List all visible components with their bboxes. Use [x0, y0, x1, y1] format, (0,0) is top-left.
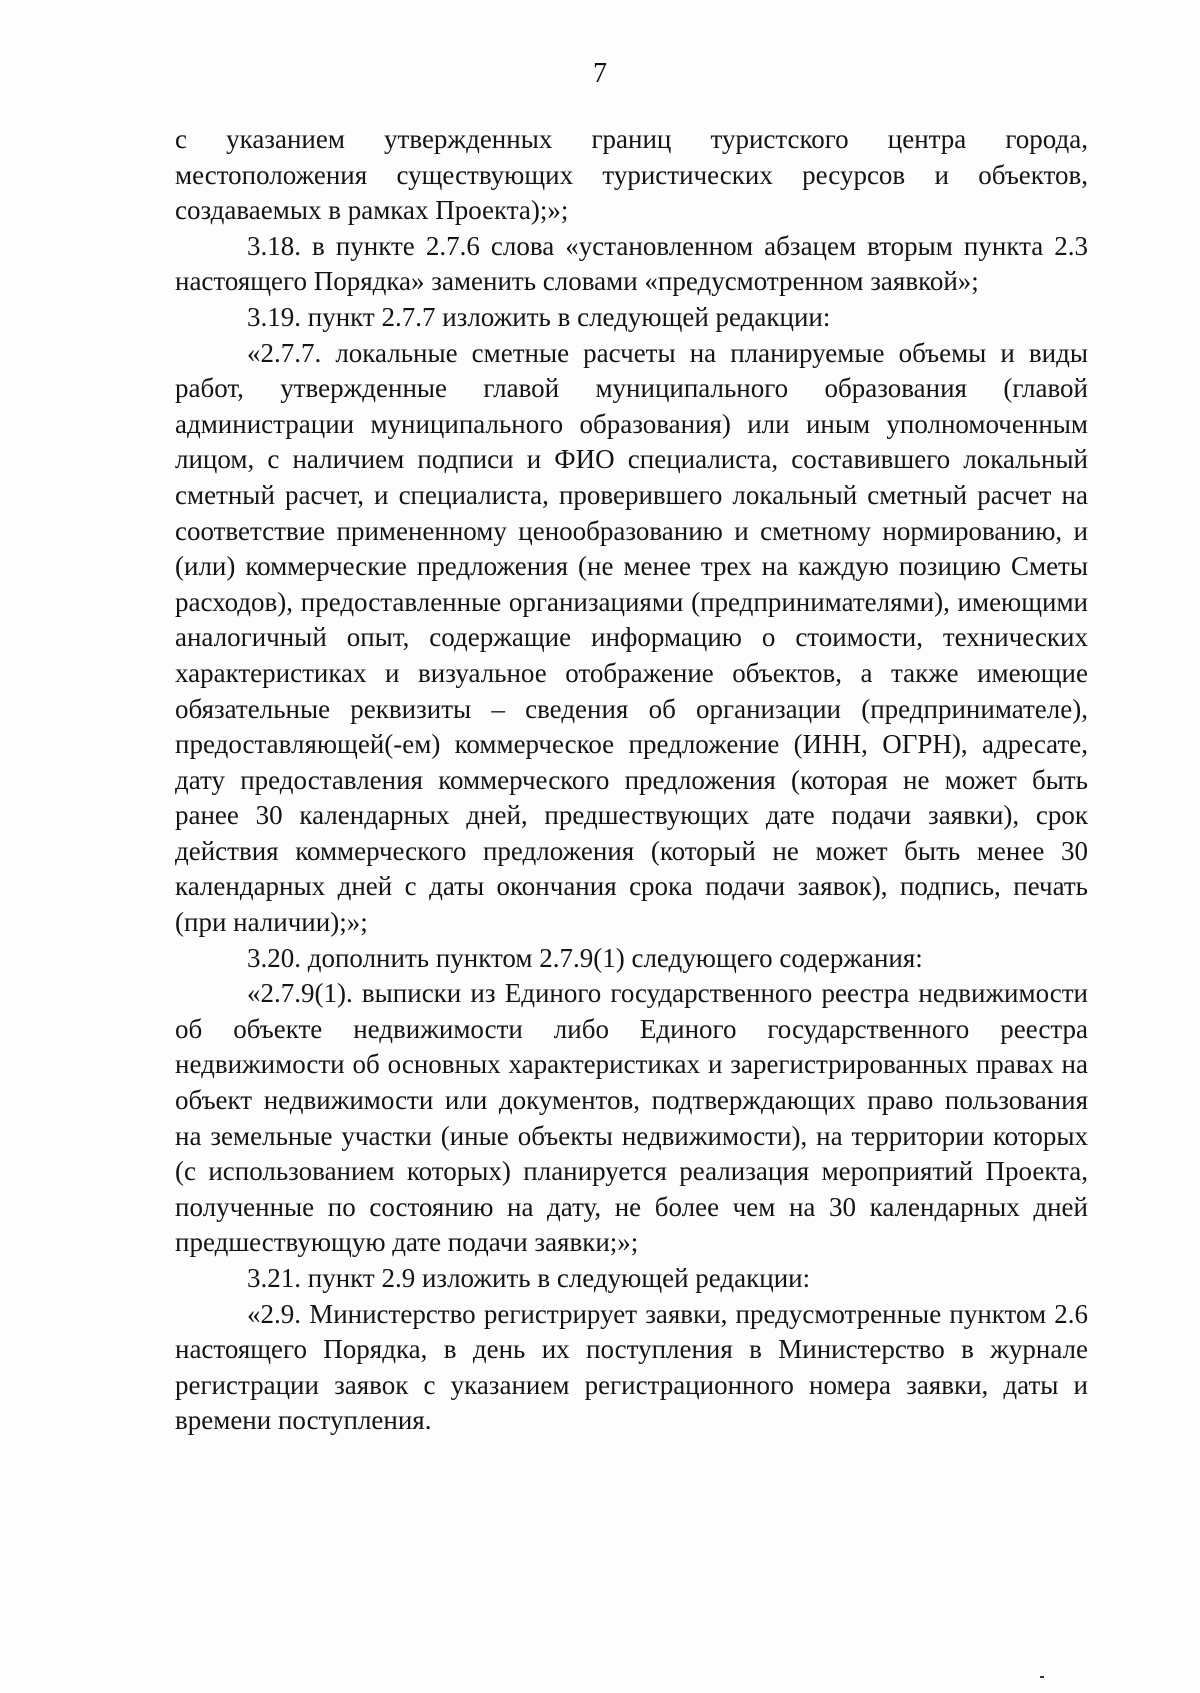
- paragraph: 3.20. дополнить пунктом 2.7.9(1) следующего содержания:: [247, 942, 923, 973]
- paragraph: «2.7.9(1). выписки из Единого государственного реестра недвижимости об объекте недвижимости либо Единого государственного реестра недвижимости об основных характеристиках и зарегистрированных правах на объект недвижимости или документов, подтверждающих право пользования на земельные участки (иные объекты недвижимости), на территории которых (с использованием которых) планируется реализация мероприятий Проекта, полученные по состоянию на дату, не более чем на 30 календарных дней предшествующую дате подачи заявки;»;: [175, 978, 1088, 1258]
- paragraph: «2.9. Министерство регистрирует заявки, предусмотренные пунктом 2.6 настоящего Порядка, в день их поступления в Министерство в журнале регистрации заявок с указанием регистрационного номера заявки, даты и времени поступления.: [175, 1298, 1088, 1436]
- document-body: [175, 122, 1088, 1439]
- paragraph: 3.21. пункт 2.9 изложить в следующей редакции:: [247, 1263, 811, 1293]
- scan-speck: [1040, 1676, 1044, 1678]
- paragraph: 3.18. в пункте 2.7.6 слова «установленном абзацем вторым пункта 2.3 настоящего Порядка» заменить словами «предусмотренном заявкой»;: [175, 230, 1088, 297]
- page-number: 7: [593, 58, 607, 89]
- paragraph: «2.7.7. локальные сметные расчеты на планируемые объемы и виды работ, утвержденные главой муниципального образования (главой администрации муниципального образования) или иным уполномоченным лицом, с наличием подписи и ФИО специалиста, составившего локальный сметный расчет, и специалиста, проверившего локальный сметный расчет на соответствие примененному ценообразованию и сметному нормированию, и (или) коммерческие предложения (не менее трех на каждую позицию Сметы расходов), предоставленные организациями (предпринимателями), имеющими аналогичный опыт, содержащие информацию о стоимости, технических характеристиках и визуальное отображение объектов, а также имеющие обязательные реквизиты – сведения об организации (предпринимателе), предоставляющей(-ем) коммерческое предложение (ИНН, ОГРН), адресате, дату предоставления коммерческого предложения (которая не может быть ранее 30 календарных дней, предшествующих дате подачи заявки), срок действия коммерческого предложения (который не может быть менее 30 календарных дней с даты окончания срока подачи заявок), подпись, печать (при наличии);»;: [175, 337, 1088, 938]
- paragraph: с указанием утвержденных границ туристского центра города, местоположения существующих туристических ресурсов и объектов, создаваемых в рамках Проекта);»;: [175, 124, 1088, 226]
- paragraph: 3.19. пункт 2.7.7 изложить в следующей редакции:: [247, 301, 831, 332]
